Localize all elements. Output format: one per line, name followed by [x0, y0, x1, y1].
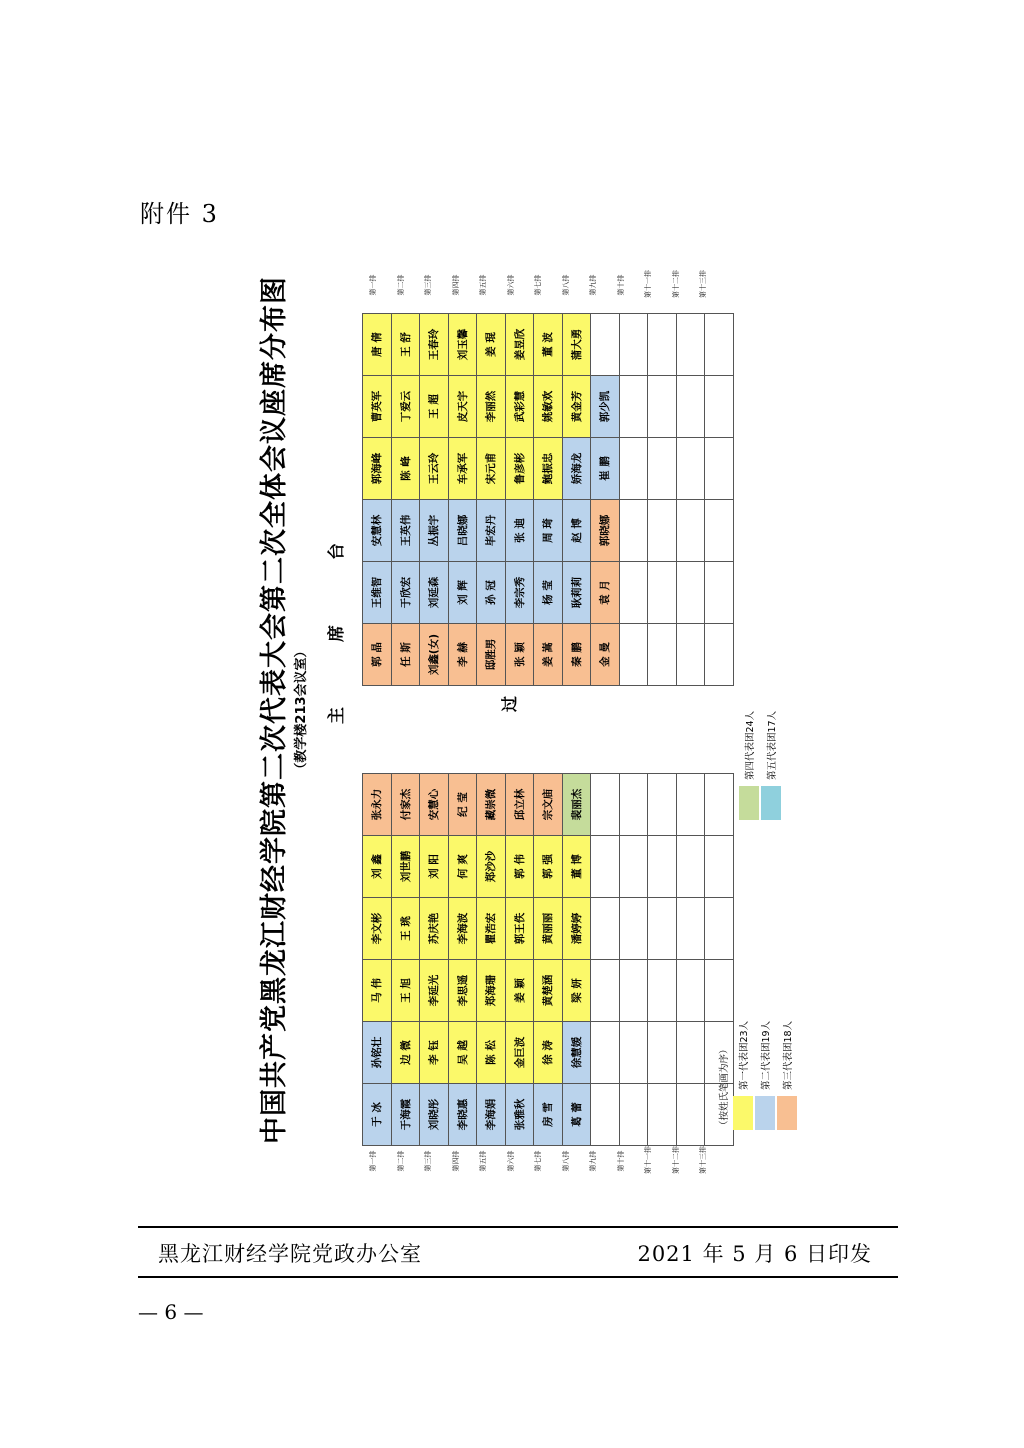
row-label: 第九排 [589, 1150, 597, 1172]
seat-row [591, 314, 620, 686]
seat-cell [648, 624, 677, 686]
row-label: 第九排 [589, 274, 597, 296]
seat-cell [648, 376, 677, 438]
footer-bottom-rule [138, 1276, 898, 1278]
aisle-label-1: 过 [500, 695, 519, 712]
seat-cell [648, 438, 677, 500]
seat-cell: 邸胜男 [477, 624, 506, 686]
seat-block-left [362, 773, 734, 1146]
legend-swatch [733, 1096, 753, 1130]
seat-cell [676, 314, 705, 376]
legend-label: 第一代表团23人 [739, 1020, 750, 1090]
row-label: 第四排 [451, 1150, 460, 1172]
row-label: 第二排 [396, 274, 405, 296]
legend-right [738, 711, 782, 820]
seat-cell: 金巨波 [505, 1022, 534, 1084]
seat-cell [676, 898, 705, 960]
seat-cell: 李晓惠 [448, 1084, 477, 1146]
seat-cell: 张永力 [363, 774, 392, 836]
seat-row [363, 774, 392, 1146]
seat-cell: 于海霞 [391, 1084, 420, 1146]
seat-cell: 王 舒 [391, 314, 420, 376]
seat-cell: 鲁彦彬 [505, 438, 534, 500]
seat-cell: 张 迪 [505, 500, 534, 562]
seat-cell [676, 1084, 705, 1146]
seat-cell: 李延光 [420, 960, 449, 1022]
seat-row [505, 774, 534, 1146]
row-label: 第五排 [479, 1150, 487, 1172]
seat-row [505, 314, 534, 686]
seat-cell: 刘 辉 [448, 562, 477, 624]
seat-cell [619, 1022, 648, 1084]
seat-cell: 秦 鹏 [562, 624, 591, 686]
seat-cell: 姜昱欣 [505, 314, 534, 376]
seat-cell: 皮天宇 [448, 376, 477, 438]
seat-cell: 李思遥 [448, 960, 477, 1022]
seat-row [477, 314, 506, 686]
seat-row [562, 314, 591, 686]
seat-cell: 付家杰 [391, 774, 420, 836]
seat-cell: 郭王佚 [505, 898, 534, 960]
seat-cell: 藏崇微 [477, 774, 506, 836]
seat-cell: 黄楚涵 [534, 960, 563, 1022]
attachment-label: 附件 3 [140, 200, 219, 228]
seat-cell: 潘婷婷 [562, 898, 591, 960]
seat-cell: 鲍振忠 [534, 438, 563, 500]
seat-cell [619, 562, 648, 624]
seat-cell [676, 500, 705, 562]
seat-cell: 唐 倩 [363, 314, 392, 376]
row-label: 第二排 [396, 1150, 405, 1172]
seat-cell: 李 赫 [448, 624, 477, 686]
seat-cell [705, 624, 734, 686]
seat-cell: 葛 蕾 [562, 1084, 591, 1146]
legend-item [776, 1021, 798, 1130]
seat-cell: 周 琦 [534, 500, 563, 562]
seat-cell [648, 774, 677, 836]
seat-cell: 徐慧媛 [562, 1022, 591, 1084]
row-label: 第三排 [424, 1150, 432, 1172]
seat-cell [648, 500, 677, 562]
seat-cell: 杨 莹 [534, 562, 563, 624]
seat-row [420, 314, 449, 686]
seat-cell: 安慧心 [420, 774, 449, 836]
seat-cell: 张 颖 [505, 624, 534, 686]
stage-label-1: 主 [327, 707, 347, 724]
seat-cell: 郭少凯 [591, 376, 620, 438]
seat-cell [676, 376, 705, 438]
seat-cell: 李海娟 [477, 1084, 506, 1146]
legend-label: 第四代表团24人 [745, 710, 756, 780]
seat-cell: 李文彬 [363, 898, 392, 960]
seat-cell: 李 钰 [420, 1022, 449, 1084]
legend-label: 第二代表团19人 [761, 1020, 772, 1090]
seat-row [534, 314, 563, 686]
seat-cell: 袁 月 [591, 562, 620, 624]
seat-cell: 金 曼 [591, 624, 620, 686]
row-label: 第十二排 [671, 270, 680, 298]
seat-cell [619, 1084, 648, 1146]
seat-cell [591, 836, 620, 898]
seat-cell: 纪 莹 [448, 774, 477, 836]
seat-cell [648, 960, 677, 1022]
seat-cell [591, 960, 620, 1022]
seat-cell: 吴 越 [448, 1022, 477, 1084]
seat-cell: 王 超 [420, 376, 449, 438]
seat-cell: 毕宏丹 [477, 500, 506, 562]
seat-cell: 王维智 [363, 562, 392, 624]
seat-cell: 孙 冠 [477, 562, 506, 624]
seat-cell: 张雅秋 [505, 1084, 534, 1146]
seat-cell: 姜 嵩 [534, 624, 563, 686]
seat-cell [648, 898, 677, 960]
seat-cell: 邱立林 [505, 774, 534, 836]
seat-cell [619, 836, 648, 898]
seat-cell: 宋元甫 [477, 438, 506, 500]
seat-row [591, 774, 620, 1146]
seat-cell: 耿莉莉 [562, 562, 591, 624]
row-label: 第七排 [534, 274, 542, 296]
seat-cell [591, 1022, 620, 1084]
seat-cell: 董 博 [562, 836, 591, 898]
seat-cell [619, 898, 648, 960]
seat-cell: 郭 晶 [363, 624, 392, 686]
seat-cell [619, 500, 648, 562]
seat-cell [591, 898, 620, 960]
seat-cell: 刘延森 [420, 562, 449, 624]
legend-item [732, 1021, 754, 1130]
legend-label: 第五代表团17人 [767, 710, 778, 780]
seat-cell: 郑沙沙 [477, 836, 506, 898]
seat-cell: 丛振宇 [420, 500, 449, 562]
seat-cell [676, 562, 705, 624]
seat-row [676, 314, 705, 686]
row-label: 第七排 [534, 1150, 542, 1172]
seat-cell [705, 500, 734, 562]
seat-cell: 姜 琨 [477, 314, 506, 376]
seat-cell [648, 1022, 677, 1084]
legend-label: 第三代表团18人 [783, 1020, 794, 1090]
seat-cell: 于 冰 [363, 1084, 392, 1146]
seat-cell [648, 562, 677, 624]
seat-cell: 裴丽杰 [562, 774, 591, 836]
seat-cell: 任 斯 [391, 624, 420, 686]
row-label: 第八排 [561, 1150, 570, 1172]
row-label: 第三排 [424, 274, 432, 296]
seat-cell: 刘 阳 [420, 836, 449, 898]
legend-item [760, 711, 782, 820]
seat-cell [676, 774, 705, 836]
seat-row [619, 314, 648, 686]
row-label: 第一排 [369, 274, 377, 296]
seat-cell: 王春玲 [420, 314, 449, 376]
row-label: 第十三排 [699, 1146, 707, 1174]
seat-cell [705, 562, 734, 624]
seat-cell: 武彩慧 [505, 376, 534, 438]
row-label: 第五排 [479, 274, 487, 296]
seat-cell [648, 1084, 677, 1146]
seat-cell: 宗文庙 [534, 774, 563, 836]
seat-cell [705, 836, 734, 898]
legend-header: （按姓氏笔画为序） [719, 1044, 730, 1130]
row-label: 第十一排 [644, 1146, 652, 1174]
legend-swatch [777, 1096, 797, 1130]
row-label: 第四排 [451, 274, 460, 296]
seat-cell: 郑海珊 [477, 960, 506, 1022]
seat-cell: 安慧林 [363, 500, 392, 562]
seat-row [477, 774, 506, 1146]
seat-cell: 梁 妍 [562, 960, 591, 1022]
seat-cell [705, 774, 734, 836]
seat-cell: 王云玲 [420, 438, 449, 500]
footer-office: 黑龙江财经学院党政办公室 [158, 1242, 422, 1266]
seat-cell [591, 314, 620, 376]
seat-cell [676, 624, 705, 686]
row-label: 第六排 [506, 1150, 515, 1172]
chart-subtitle: （教学楼213会议室） [294, 644, 309, 776]
seat-cell [619, 376, 648, 438]
seat-cell [705, 438, 734, 500]
row-label: 第一排 [369, 1150, 377, 1172]
seating-chart [252, 260, 794, 1174]
seat-cell: 车承军 [448, 438, 477, 500]
seat-cell: 王 珧 [391, 898, 420, 960]
seat-cell: 陈 峰 [391, 438, 420, 500]
row-label: 第十一排 [644, 270, 652, 298]
seat-cell: 崔 鹏 [591, 438, 620, 500]
seat-row [648, 774, 677, 1146]
seat-cell: 赵 博 [562, 500, 591, 562]
seat-cell [648, 836, 677, 898]
seat-cell: 徐 涛 [534, 1022, 563, 1084]
seat-cell: 于欣宏 [391, 562, 420, 624]
seat-row [619, 774, 648, 1146]
seat-cell: 苏庆艳 [420, 898, 449, 960]
seat-cell [648, 314, 677, 376]
seat-cell: 郭 强 [534, 836, 563, 898]
seat-cell: 郭 伟 [505, 836, 534, 898]
seat-cell: 李海波 [448, 898, 477, 960]
row-label: 第十三排 [699, 270, 707, 298]
stage-label-2: 席 [327, 625, 347, 642]
seat-block-right [362, 313, 734, 686]
seat-cell: 董 波 [534, 314, 563, 376]
row-labels-right [360, 272, 718, 298]
seat-row [534, 774, 563, 1146]
stage-label-3: 台 [327, 543, 347, 560]
legend-swatch [755, 1096, 775, 1130]
seat-cell [705, 898, 734, 960]
seat-cell [619, 774, 648, 836]
seat-cell: 姜 颖 [505, 960, 534, 1022]
seat-row [562, 774, 591, 1146]
seat-cell [619, 438, 648, 500]
row-label: 第六排 [506, 274, 515, 296]
seat-row [391, 774, 420, 1146]
seat-cell: 姚敏欢 [534, 376, 563, 438]
seat-cell: 瞿浩宏 [477, 898, 506, 960]
row-label: 第十二排 [671, 1146, 680, 1174]
seat-cell: 刘玉馨 [448, 314, 477, 376]
seat-row [391, 314, 420, 686]
seat-row [676, 774, 705, 1146]
page-number: — 6 — [138, 1300, 204, 1324]
row-label: 第十排 [616, 274, 625, 296]
seat-cell: 曹英军 [363, 376, 392, 438]
seat-cell [705, 376, 734, 438]
seat-cell [591, 774, 620, 836]
seat-cell: 刘世鹏 [391, 836, 420, 898]
seat-cell: 李宗秀 [505, 562, 534, 624]
seat-cell: 何 爽 [448, 836, 477, 898]
seat-cell: 吕晓娜 [448, 500, 477, 562]
row-label: 第八排 [561, 274, 570, 296]
legend-swatch [761, 786, 781, 820]
seat-cell [619, 314, 648, 376]
seat-cell: 孙铭壮 [363, 1022, 392, 1084]
seat-cell: 李丽然 [477, 376, 506, 438]
chart-title: 中国共产党黑龙江财经学院第二次代表大会第二次全体会议座席分布图 [259, 276, 290, 1144]
seat-cell: 丁爱云 [391, 376, 420, 438]
seat-cell: 陈 松 [477, 1022, 506, 1084]
seat-cell: 黄丽丽 [534, 898, 563, 960]
seat-cell [619, 960, 648, 1022]
seat-cell: 王 旭 [391, 960, 420, 1022]
seat-cell: 蒲大勇 [562, 314, 591, 376]
seat-row [363, 314, 392, 686]
seat-cell: 刘 鑫 [363, 836, 392, 898]
seat-cell: 王英伟 [391, 500, 420, 562]
seat-cell: 边 微 [391, 1022, 420, 1084]
legend-swatch [739, 786, 759, 820]
seat-cell [591, 1084, 620, 1146]
seat-cell: 刘鑫(女) [420, 624, 449, 686]
row-labels-left [360, 1148, 718, 1174]
seat-cell: 娇海龙 [562, 438, 591, 500]
seat-row [705, 314, 734, 686]
seat-cell [676, 960, 705, 1022]
seat-cell [676, 836, 705, 898]
seat-cell [676, 438, 705, 500]
footer-date: 2021 年 5 月 6 日印发 [637, 1242, 872, 1266]
legend-item [754, 1021, 776, 1130]
footer-top-rule [138, 1226, 898, 1228]
seat-cell: 马 伟 [363, 960, 392, 1022]
seat-row [448, 774, 477, 1146]
seat-cell: 郭晓娜 [591, 500, 620, 562]
seat-row [420, 774, 449, 1146]
seat-cell [676, 1022, 705, 1084]
seat-row [648, 314, 677, 686]
seat-cell: 黄金芳 [562, 376, 591, 438]
seat-cell: 刘晓彤 [420, 1084, 449, 1146]
seat-cell: 房 雪 [534, 1084, 563, 1146]
legend-item [738, 711, 760, 820]
seat-cell [619, 624, 648, 686]
seat-cell [705, 960, 734, 1022]
seat-row [448, 314, 477, 686]
row-label: 第十排 [616, 1150, 625, 1172]
legend-left [716, 1021, 798, 1130]
seat-cell: 郭海峰 [363, 438, 392, 500]
seat-cell [705, 314, 734, 376]
